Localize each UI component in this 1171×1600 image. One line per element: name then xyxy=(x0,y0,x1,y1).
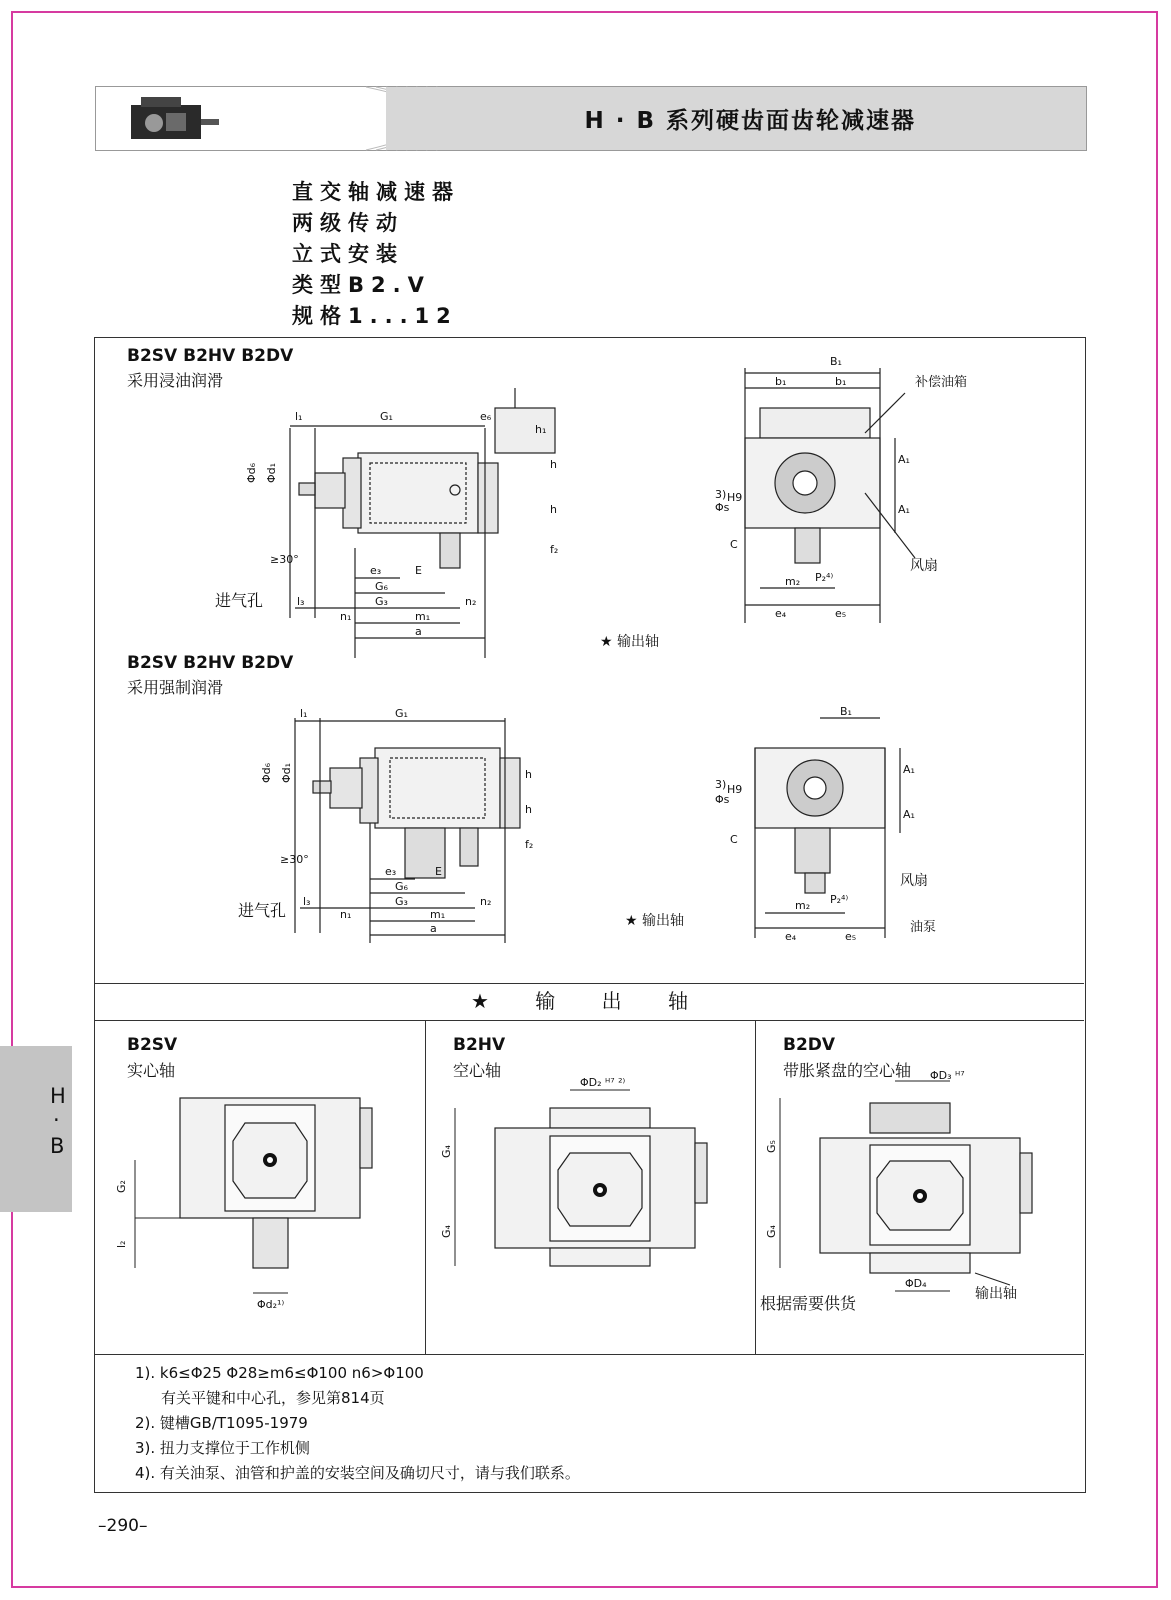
output-type-name: 带胀紧盘的空心轴 xyxy=(783,1061,912,1080)
svg-text:f₂: f₂ xyxy=(525,838,534,851)
column-divider xyxy=(425,1020,426,1354)
footnote: 4). 有关油泵、油管和护盖的安装空间及确切尺寸，请与我们联系。 xyxy=(135,1464,580,1482)
svg-text:ΦD₂ ᴴ⁷ ²⁾: ΦD₂ ᴴ⁷ ²⁾ xyxy=(580,1076,626,1089)
svg-text:f₂: f₂ xyxy=(550,543,559,556)
comp-tank-label: 补偿油箱 xyxy=(915,375,968,390)
spec-line: 类型B2.V xyxy=(292,273,431,297)
svg-text:m₁: m₁ xyxy=(415,610,431,623)
svg-text:G₃: G₃ xyxy=(395,895,408,908)
side-view-drawing-1 xyxy=(215,368,715,658)
svg-text:A₁: A₁ xyxy=(898,453,910,466)
side-tab-dot: · xyxy=(53,1108,60,1132)
page-number: –290– xyxy=(98,1516,148,1536)
page-header xyxy=(95,86,1087,151)
svg-text:l₂: l₂ xyxy=(115,1240,128,1248)
svg-text:e₆: e₆ xyxy=(480,410,492,423)
air-vent-label-2: 进气孔 xyxy=(238,901,287,920)
svg-text:E: E xyxy=(415,564,422,577)
svg-text:Φs: Φs xyxy=(715,793,730,806)
svg-text:3): 3) xyxy=(715,778,727,791)
svg-text:H9: H9 xyxy=(727,491,743,504)
svg-text:n₁: n₁ xyxy=(340,610,352,623)
output-type-name: 实心轴 xyxy=(127,1061,176,1080)
end-view-drawing-1 xyxy=(715,353,1055,623)
svg-text:h₁: h₁ xyxy=(535,423,547,436)
output-shaft-label: 输出轴 xyxy=(975,1286,1017,1302)
output-type-name: 空心轴 xyxy=(453,1061,502,1080)
svg-text:l₃: l₃ xyxy=(297,595,305,608)
svg-text:Φd₁: Φd₁ xyxy=(265,462,278,483)
svg-text:e₄: e₄ xyxy=(775,607,787,620)
svg-text:b₁: b₁ xyxy=(775,375,787,388)
section1-lubrication: 采用浸油润滑 xyxy=(127,371,224,390)
spec-line: 两级传动 xyxy=(292,211,404,235)
output-shaft-banner: ★ 输 出 轴 xyxy=(470,989,708,1013)
side-tab-letter: H xyxy=(50,1084,66,1108)
svg-text:B₁: B₁ xyxy=(830,355,842,368)
end-view-drawing-2 xyxy=(715,703,1055,953)
svg-text:h: h xyxy=(550,503,557,516)
svg-text:G₃: G₃ xyxy=(375,595,388,608)
output-type-code: B2HV xyxy=(453,1035,506,1055)
svg-text:l₃: l₃ xyxy=(303,895,311,908)
svg-text:a: a xyxy=(430,922,437,935)
svg-text:C: C xyxy=(730,538,738,551)
svg-text:ΦD₃ ᴴ⁷: ΦD₃ ᴴ⁷ xyxy=(930,1069,965,1082)
svg-text:B₁: B₁ xyxy=(840,705,852,718)
svg-text:G₄: G₄ xyxy=(440,1225,453,1238)
footnote: 1). k6≤Φ25 Φ28≥m6≤Φ100 n6>Φ100 xyxy=(135,1364,424,1382)
svg-text:h: h xyxy=(525,803,532,816)
svg-text:Φd₂¹⁾: Φd₂¹⁾ xyxy=(257,1298,285,1311)
b2hv-hollow-shaft-drawing xyxy=(440,1076,750,1328)
spec-line: 规格1...12 xyxy=(292,304,458,328)
svg-text:G₄: G₄ xyxy=(765,1225,778,1238)
svg-text:h: h xyxy=(550,458,557,471)
svg-text:P₂⁴⁾: P₂⁴⁾ xyxy=(815,571,834,584)
svg-text:b₁: b₁ xyxy=(835,375,847,388)
svg-text:Φd₆: Φd₆ xyxy=(245,462,258,483)
output-shaft-callout-1: ★ 输出轴 xyxy=(600,634,660,650)
footnotes xyxy=(135,1361,580,1486)
svg-text:e₅: e₅ xyxy=(835,607,847,620)
drawing-frame xyxy=(94,337,1086,1493)
svg-text:≥30°: ≥30° xyxy=(280,853,309,866)
svg-text:G₁: G₁ xyxy=(395,707,408,720)
footnote: 3). 扭力支撑位于工作机侧 xyxy=(135,1439,310,1457)
banner-bottom-rule xyxy=(95,1020,1084,1021)
section1-types: B2SV B2HV B2DV xyxy=(127,346,294,366)
svg-text:e₅: e₅ xyxy=(845,930,857,943)
svg-text:Φd₆: Φd₆ xyxy=(260,762,273,783)
svg-text:G₄: G₄ xyxy=(440,1145,453,1158)
b2sv-solid-shaft-drawing xyxy=(115,1083,415,1333)
svg-text:m₂: m₂ xyxy=(785,575,801,588)
fan-label-1: 风扇 xyxy=(910,558,938,574)
footnote: 2). 键槽GB/T1095-1979 xyxy=(135,1414,308,1432)
spec-block xyxy=(292,177,460,332)
side-tab-letter: B xyxy=(50,1134,65,1158)
output-type-code: B2DV xyxy=(783,1035,836,1055)
section2-types: B2SV B2HV B2DV xyxy=(127,653,294,673)
svg-text:C: C xyxy=(730,833,738,846)
svg-text:≥30°: ≥30° xyxy=(270,553,299,566)
svg-text:h: h xyxy=(525,768,532,781)
fan-label-2: 风扇 xyxy=(900,873,928,889)
svg-text:A₁: A₁ xyxy=(898,503,910,516)
svg-text:n₂: n₂ xyxy=(465,595,477,608)
svg-text:3): 3) xyxy=(715,488,727,501)
svg-text:n₁: n₁ xyxy=(340,908,352,921)
svg-text:G₆: G₆ xyxy=(395,880,408,893)
page-title: H · B 系列硬齿面齿轮减速器 xyxy=(584,108,916,134)
footnote: 有关平键和中心孔，参见第814页 xyxy=(161,1389,385,1407)
spec-line: 直交轴减速器 xyxy=(292,180,460,204)
svg-text:a: a xyxy=(415,625,422,638)
svg-text:A₁: A₁ xyxy=(903,763,915,776)
section-side-tab xyxy=(0,1046,72,1212)
svg-text:H9: H9 xyxy=(727,783,743,796)
svg-text:Φd₁: Φd₁ xyxy=(280,762,293,783)
svg-text:ΦD₄: ΦD₄ xyxy=(905,1277,927,1290)
oil-pump-label: 油泵 xyxy=(910,920,937,935)
svg-text:E: E xyxy=(435,865,442,878)
svg-text:l₁: l₁ xyxy=(295,410,303,423)
svg-text:m₁: m₁ xyxy=(430,908,446,921)
svg-text:m₂: m₂ xyxy=(795,899,811,912)
svg-text:P₂⁴⁾: P₂⁴⁾ xyxy=(830,893,849,906)
svg-text:G₅: G₅ xyxy=(765,1140,778,1153)
notes-top-rule xyxy=(95,1354,1084,1355)
gearbox-photo xyxy=(126,93,226,143)
output-type-code: B2SV xyxy=(127,1035,178,1055)
svg-text:l₁: l₁ xyxy=(300,707,308,720)
output-shaft-callout-2: ★ 输出轴 xyxy=(625,913,685,929)
svg-text:e₃: e₃ xyxy=(385,865,397,878)
spec-line: 立式安装 xyxy=(292,242,404,266)
column-divider xyxy=(755,1020,756,1354)
supply-note: 根据需要供货 xyxy=(760,1294,857,1313)
svg-text:Φs: Φs xyxy=(715,501,730,514)
svg-text:G₆: G₆ xyxy=(375,580,388,593)
svg-text:e₃: e₃ xyxy=(370,564,382,577)
svg-text:e₄: e₄ xyxy=(785,930,797,943)
svg-text:n₂: n₂ xyxy=(480,895,492,908)
svg-text:G₂: G₂ xyxy=(115,1180,128,1193)
svg-text:G₁: G₁ xyxy=(380,410,393,423)
air-vent-label-1: 进气孔 xyxy=(215,591,264,610)
section2-lubrication: 采用强制润滑 xyxy=(127,678,224,697)
svg-text:A₁: A₁ xyxy=(903,808,915,821)
